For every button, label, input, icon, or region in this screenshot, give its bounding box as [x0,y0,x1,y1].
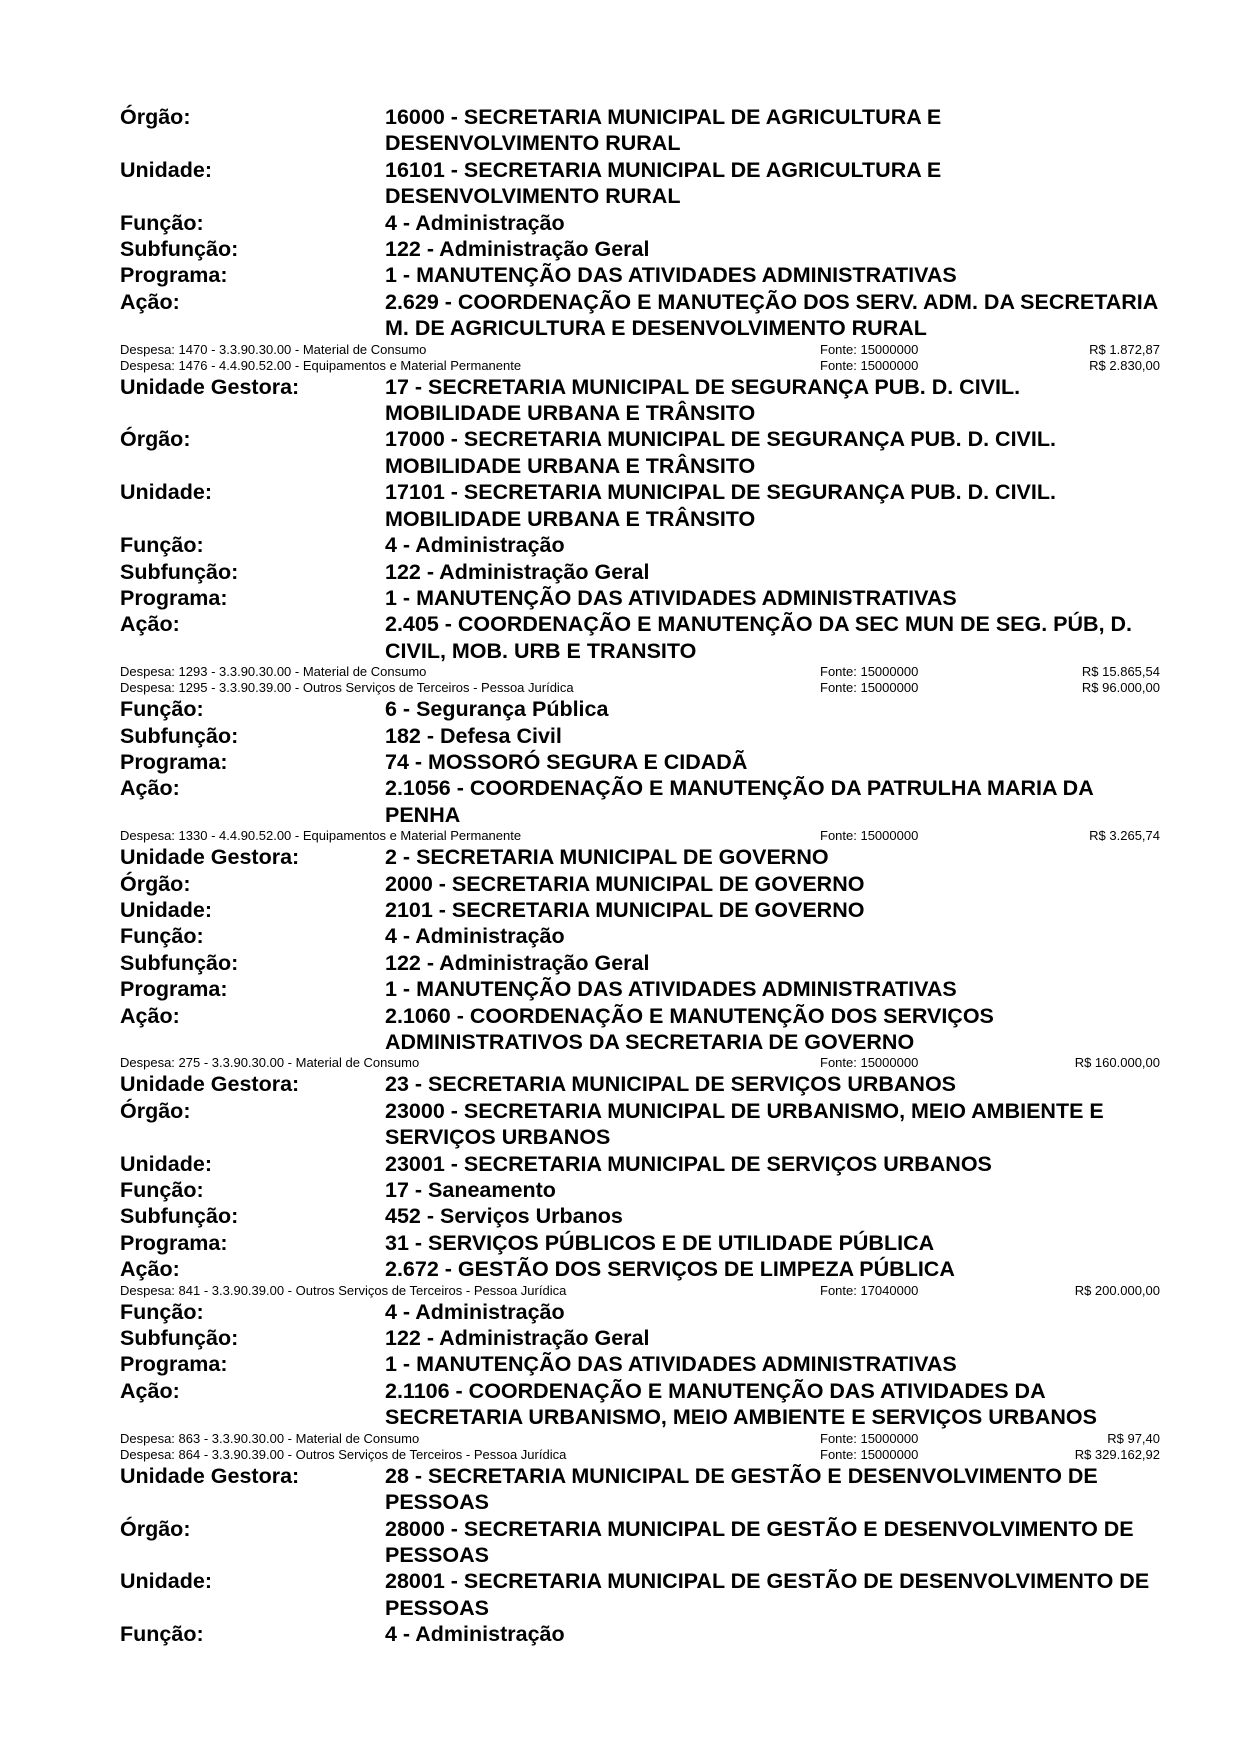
field-label: Unidade: [120,1151,212,1176]
expense-row [120,342,1160,358]
expense-description: Despesa: 275 - 3.3.90.30.00 - Material de Consumo [120,1055,420,1071]
field-value: 2.1106 - COORDENAÇÃO E MANUTENÇÃO DAS ATIVIDADES DA SECRETARIA URBANISMO, MEIO AMBIENTE E SERVIÇOS URBANOS [385,1378,1097,1430]
field-label: Função: [120,1622,204,1647]
field-value: 452 - Serviços Urbanos [385,1204,623,1229]
field-label: Subfunção: [120,559,239,584]
field-row [120,1299,1160,1325]
expense-amount: R$ 15.865,54 [1081,664,1160,680]
field-row [120,104,1160,157]
expense-row [120,680,1160,696]
field-value: 16000 - SECRETARIA MUNICIPAL DE AGRICULTURA E DESENVOLVIMENTO RURAL [385,105,942,156]
expense-amount: R$ 97,40 [1107,1430,1160,1446]
field-row [120,923,1160,949]
field-row [120,976,1160,1002]
field-row [120,1098,1160,1151]
field-value: 4 - Administração [385,210,565,235]
field-row [120,374,1160,427]
field-value: 2.405 - COORDENAÇÃO E MANUTENÇÃO DA SEC MUN DE SEG. PÚB, D. CIVIL, MOB. URB E TRANSITO [385,612,1133,663]
field-row [120,210,1160,236]
expense-description: Despesa: 1295 - 3.3.90.39.00 - Outros Serviços de Terceiros - Pessoa Jurídica [120,680,574,696]
field-row [120,1568,1160,1621]
expense-amount: R$ 3.265,74 [1089,828,1160,844]
field-row [120,1378,1160,1431]
field-label: Função: [120,1178,204,1203]
field-value: 23001 - SECRETARIA MUNICIPAL DE SERVIÇOS URBANOS [385,1151,992,1176]
expense-description: Despesa: 1293 - 3.3.90.30.00 - Material de Consumo [120,664,427,680]
field-label: Programa: [120,749,228,774]
field-label: Órgão: [120,1516,191,1541]
field-row [120,1516,1160,1569]
field-label: Unidade Gestora: [120,845,300,870]
field-value: 17101 - SECRETARIA MUNICIPAL DE SEGURANÇA PUB. D. CIVIL. MOBILIDADE URBANA E TRÂNSITO [385,480,1056,531]
expense-description: Despesa: 1470 - 3.3.90.30.00 - Material de Consumo [120,341,427,357]
field-label: Ação: [120,776,180,801]
expense-source: Fonte: 15000000 [820,1055,919,1071]
expense-source: Fonte: 15000000 [820,341,919,357]
field-value: 2.672 - GESTÃO DOS SERVIÇOS DE LIMPEZA PÚBLICA [385,1257,955,1282]
field-row [120,1151,1160,1177]
field-row [120,585,1160,611]
expense-amount: R$ 2.830,00 [1089,357,1160,373]
field-label: Órgão: [120,1098,191,1123]
field-value: 122 - Administração Geral [385,950,650,975]
field-row [120,696,1160,722]
expense-description: Despesa: 1476 - 4.4.90.52.00 - Equipamentos e Material Permanente [120,357,522,373]
field-value: 17 - Saneamento [385,1178,556,1203]
field-value: 122 - Administração Geral [385,237,650,262]
field-label: Unidade: [120,897,212,922]
expense-source: Fonte: 15000000 [820,828,919,844]
field-value: 23000 - SECRETARIA MUNICIPAL DE URBANISMO, MEIO AMBIENTE E SERVIÇOS URBANOS [385,1098,1104,1150]
expense-source: Fonte: 15000000 [820,1430,919,1446]
field-value: 182 - Defesa Civil [385,723,562,748]
field-value: 6 - Segurança Pública [385,697,609,722]
field-value: 17000 - SECRETARIA MUNICIPAL DE SEGURANÇA PUB. D. CIVIL. MOBILIDADE URBANA E TRÂNSITO [385,427,1056,478]
expense-source: Fonte: 15000000 [820,680,919,696]
field-label: Subfunção: [120,237,239,262]
field-label: Unidade Gestora: [120,1463,300,1488]
field-value: 17 - SECRETARIA MUNICIPAL DE SEGURANÇA PUB. D. CIVIL. MOBILIDADE URBANA E TRÂNSITO [385,374,1021,426]
field-label: Ação: [120,289,180,314]
expense-source: Fonte: 15000000 [820,357,919,373]
field-value: 2 - SECRETARIA MUNICIPAL DE GOVERNO [385,845,829,870]
field-row [120,611,1160,664]
field-value: 122 - Administração Geral [385,559,650,584]
field-value: 16101 - SECRETARIA MUNICIPAL DE AGRICULTURA E DESENVOLVIMENTO RURAL [385,157,942,209]
field-row [120,844,1160,870]
field-label: Programa: [120,977,228,1002]
expense-row [120,1431,1160,1447]
field-label: Subfunção: [120,1204,239,1229]
budget-document [120,104,1160,1648]
field-label: Órgão: [120,105,191,129]
field-label: Órgão: [120,427,191,452]
field-row [120,1256,1160,1282]
field-row [120,479,1160,532]
field-label: Ação: [120,612,180,637]
field-label: Função: [120,533,204,558]
field-row [120,775,1160,828]
expense-amount: R$ 96.000,00 [1081,680,1160,696]
expense-description: Despesa: 841 - 3.3.90.39.00 - Outros Serviços de Terceiros - Pessoa Jurídica [120,1282,567,1298]
field-label: Unidade: [120,480,212,505]
expense-description: Despesa: 864 - 3.3.90.39.00 - Outros Serviços de Terceiros - Pessoa Jurídica [120,1446,567,1462]
field-label: Função: [120,210,204,235]
field-label: Função: [120,924,204,949]
field-label: Função: [120,697,204,722]
expense-source: Fonte: 17040000 [820,1282,919,1298]
field-row [120,532,1160,558]
field-value: 4 - Administração [385,924,565,949]
expense-amount: R$ 160.000,00 [1074,1055,1160,1071]
field-label: Órgão: [120,871,191,896]
field-value: 2.1056 - COORDENAÇÃO E MANUTENÇÃO DA PATRULHA MARIA DA PENHA [385,776,1093,827]
field-value: 4 - Administração [385,1622,565,1647]
field-label: Unidade Gestora: [120,1072,300,1097]
field-row [120,1351,1160,1377]
field-label: Ação: [120,1378,180,1403]
field-row [120,1621,1160,1647]
field-label: Ação: [120,1003,180,1028]
field-label: Função: [120,1299,204,1324]
field-row [120,1230,1160,1256]
field-label: Unidade: [120,157,212,182]
field-value: 1 - MANUTENÇÃO DAS ATIVIDADES ADMINISTRATIVAS [385,263,957,288]
expense-row [120,1283,1160,1299]
field-value: 2.629 - COORDENAÇÃO E MANUTEÇÃO DOS SERV. ADM. DA SECRETARIA M. DE AGRICULTURA E DESENVOLVIMENTO RURAL [385,289,1158,341]
field-label: Ação: [120,1257,180,1282]
field-value: 28 - SECRETARIA MUNICIPAL DE GESTÃO E DESENVOLVIMENTO DE PESSOAS [385,1463,1098,1515]
field-row [120,262,1160,288]
expense-amount: R$ 200.000,00 [1074,1282,1160,1298]
field-value: 1 - MANUTENÇÃO DAS ATIVIDADES ADMINISTRATIVAS [385,977,957,1002]
field-value: 2000 - SECRETARIA MUNICIPAL DE GOVERNO [385,871,865,896]
field-row [120,897,1160,923]
field-label: Programa: [120,1230,228,1255]
field-row [120,1325,1160,1351]
expense-source: Fonte: 15000000 [820,664,919,680]
field-row [120,289,1160,342]
field-value: 4 - Administração [385,533,565,558]
field-value: 28000 - SECRETARIA MUNICIPAL DE GESTÃO E DESENVOLVIMENTO DE PESSOAS [385,1516,1134,1567]
field-value: 2.1060 - COORDENAÇÃO E MANUTENÇÃO DOS SERVIÇOS ADMINISTRATIVOS DA SECRETARIA DE GOVERNO [385,1003,994,1054]
expense-description: Despesa: 1330 - 4.4.90.52.00 - Equipamentos e Material Permanente [120,828,522,844]
field-label: Programa: [120,263,228,288]
field-value: 31 - SERVIÇOS PÚBLICOS E DE UTILIDADE PÚBLICA [385,1230,935,1255]
field-label: Unidade: [120,1569,212,1594]
expense-row [120,1055,1160,1071]
field-row [120,157,1160,210]
field-value: 74 - MOSSORÓ SEGURA E CIDADÃ [385,749,748,774]
field-row [120,236,1160,262]
field-value: 23 - SECRETARIA MUNICIPAL DE SERVIÇOS URBANOS [385,1072,957,1097]
field-row [120,1177,1160,1203]
field-row [120,1463,1160,1516]
expense-amount: R$ 329.162,92 [1074,1446,1160,1462]
field-value: 122 - Administração Geral [385,1326,650,1351]
field-row [120,950,1160,976]
field-row [120,1203,1160,1229]
expense-row [120,358,1160,374]
field-label: Unidade Gestora: [120,374,300,399]
field-row [120,723,1160,749]
expense-amount: R$ 1.872,87 [1089,341,1160,357]
field-row [120,871,1160,897]
expense-row [120,828,1160,844]
field-label: Subfunção: [120,950,239,975]
field-value: 2101 - SECRETARIA MUNICIPAL DE GOVERNO [385,897,865,922]
expense-row [120,1447,1160,1463]
field-label: Subfunção: [120,723,239,748]
field-value: 28001 - SECRETARIA MUNICIPAL DE GESTÃO DE DESENVOLVIMENTO DE PESSOAS [385,1569,1150,1620]
field-row [120,749,1160,775]
field-value: 1 - MANUTENÇÃO DAS ATIVIDADES ADMINISTRATIVAS [385,1352,957,1377]
field-label: Programa: [120,1352,228,1377]
field-row [120,1003,1160,1056]
field-value: 1 - MANUTENÇÃO DAS ATIVIDADES ADMINISTRATIVAS [385,585,957,610]
field-row [120,426,1160,479]
field-row [120,1071,1160,1097]
expense-row [120,664,1160,680]
field-row [120,559,1160,585]
field-label: Programa: [120,585,228,610]
expense-description: Despesa: 863 - 3.3.90.30.00 - Material de Consumo [120,1430,420,1446]
expense-source: Fonte: 15000000 [820,1446,919,1462]
field-label: Subfunção: [120,1326,239,1351]
field-value: 4 - Administração [385,1299,565,1324]
